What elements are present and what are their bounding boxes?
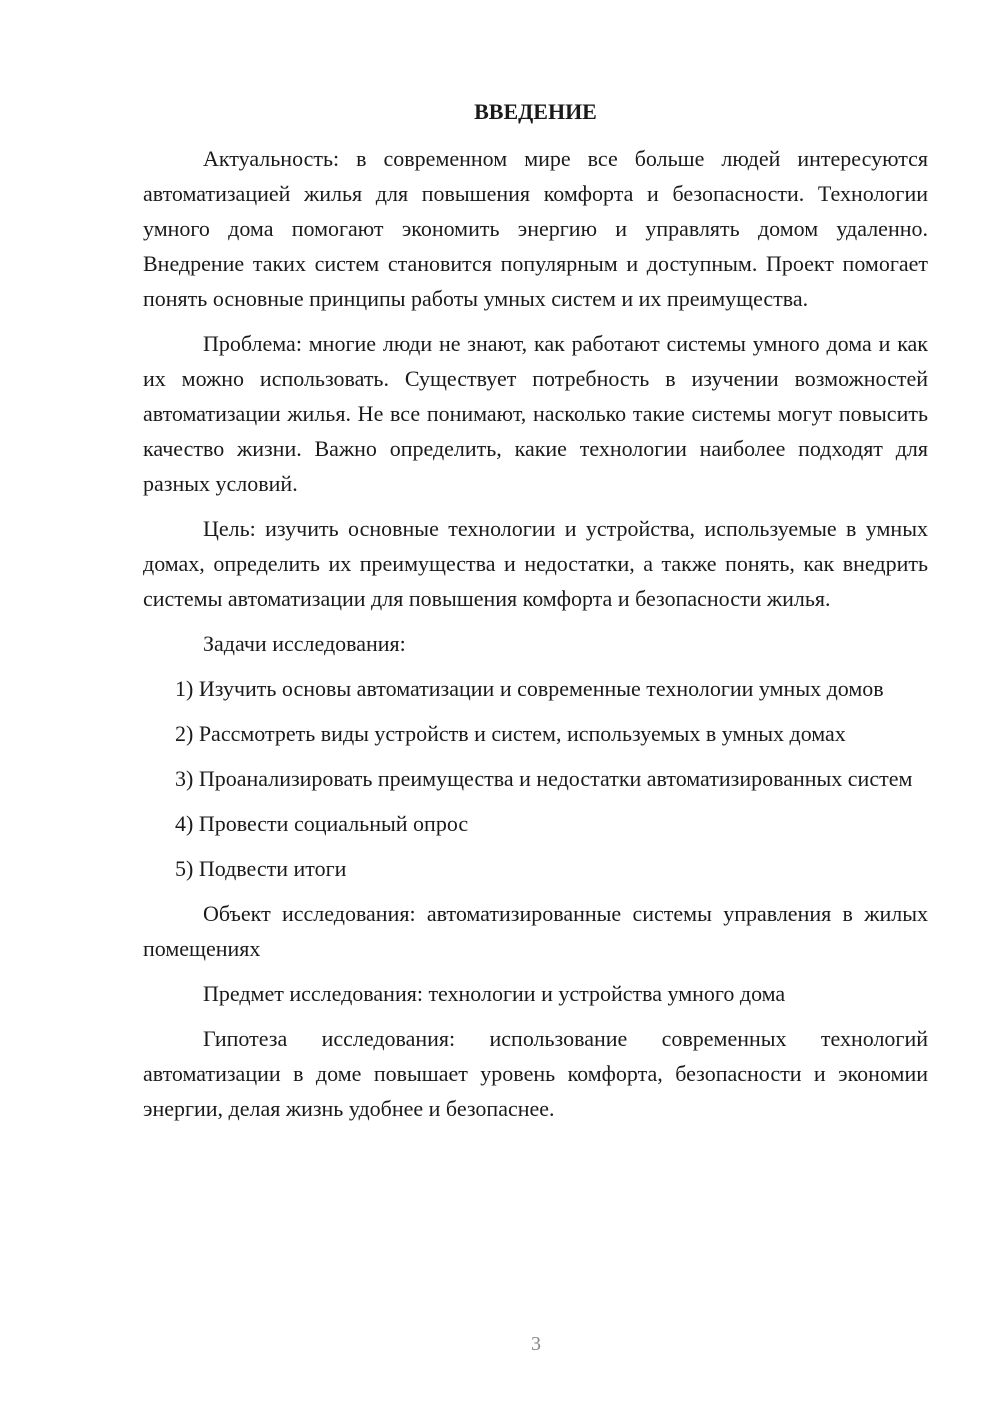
paragraph-hypothesis: Гипотеза исследования: использование современных технологий автоматизации в доме повышает уровень комфорта, безопасности и экономии энергии, делая жизнь удобнее и безопаснее. bbox=[143, 1026, 928, 1121]
page-number: 3 bbox=[531, 1333, 541, 1355]
task-item-3: 3) Проанализировать преимущества и недостатки автоматизированных систем bbox=[175, 766, 913, 791]
paragraph-tasks-heading: Задачи исследования: bbox=[203, 631, 406, 656]
paragraph-subject: Предмет исследования: технологии и устройства умного дома bbox=[203, 981, 786, 1006]
document-body bbox=[143, 94, 928, 1136]
paragraph-object: Объект исследования: автоматизированные системы управления в жилых помещениях bbox=[143, 901, 928, 961]
paragraph-problem: Проблема: многие люди не знают, как работают системы умного дома и как их можно использовать. Существует потребность в изучении возможностей автоматизации жилья. Не все понимают, насколько такие системы могут повысить качество жизни. Важно определить, какие технологии наиболее подходят для разных условий. bbox=[143, 331, 928, 496]
task-item-2: 2) Рассмотреть виды устройств и систем, используемых в умных домах bbox=[175, 721, 846, 746]
section-title: ВВЕДЕНИЕ bbox=[474, 99, 597, 124]
paragraph-relevance: Актуальность: в современном мире все больше людей интересуются автоматизацией жилья для повышения комфорта и безопасности. Технологии умного дома помогают экономить энергию и управлять домом удаленно. Внедрение таких систем становится популярным и доступным. Проект помогает понять основные принципы работы умных систем и их преимущества. bbox=[143, 146, 928, 311]
task-item-5: 5) Подвести итоги bbox=[175, 856, 347, 881]
task-item-1: 1) Изучить основы автоматизации и современные технологии умных домов bbox=[175, 676, 884, 701]
task-item-4: 4) Провести социальный опрос bbox=[175, 811, 469, 836]
paragraph-goal: Цель: изучить основные технологии и устройства, используемые в умных домах, определить их преимущества и недостатки, а также понять, как внедрить системы автоматизации для повышения комфорта и безопасности жилья. bbox=[143, 516, 928, 611]
